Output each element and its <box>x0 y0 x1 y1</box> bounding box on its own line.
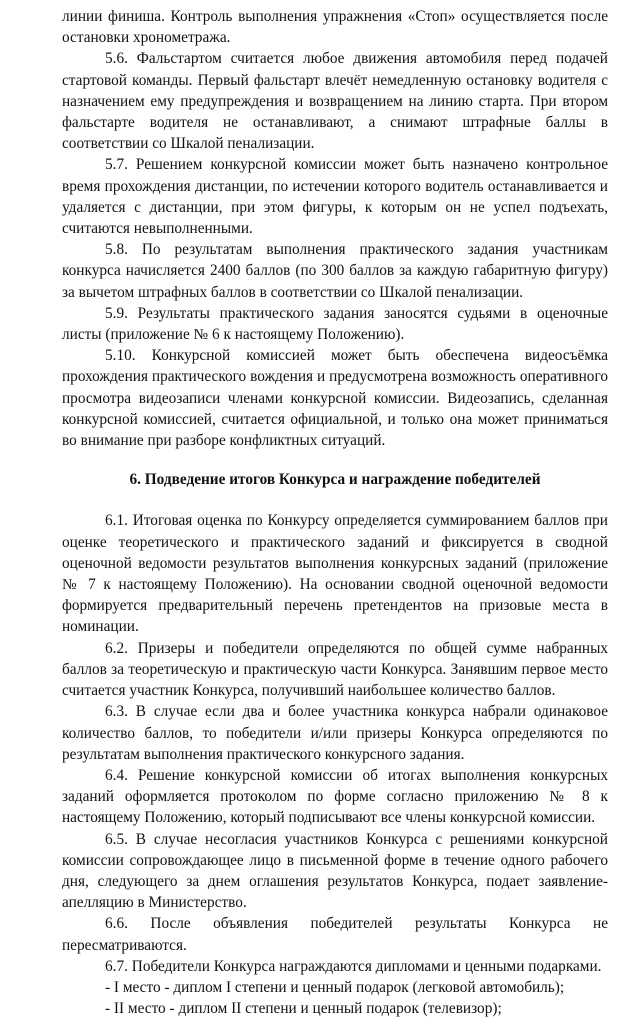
prize-first-place: - I место - диплом I степени и ценный подарок (легковой автомобиль); <box>105 978 565 996</box>
section-6-heading: 6. Подведение итогов Конкурса и награждение победителей <box>129 471 541 489</box>
paragraph-6-6: 6.6. После объявления победителей результаты Конкурса не пересматриваются. <box>62 915 608 954</box>
paragraph-6-4: 6.4. Решение конкурсной комиссии об итогах выполнения конкурсных заданий оформляется протоколом по форме согласно приложению № 8 к настоящему Положению, который подписывают все члены конкурсной комиссии. <box>62 766 608 827</box>
document-page <box>62 6 608 1019</box>
paragraph-5-6: 5.6. Фальстартом считается любое движения автомобиля перед подачей стартовой команды. Первый фальстарт влечёт немедленную остановку водителя с назначением ему предупреждения и возвращением на линию старта. При втором фальстарте водителя не останавливают, а снимают штрафные баллы в соответствии со Шкалой пенализации. <box>62 50 608 153</box>
paragraph-6-3: 6.3. В случае если два и более участника конкурса набрали одинаковое количество баллов, то победители и/или призеры Конкурса определяются по результатам выполнения практического конкурсного задания. <box>62 703 608 763</box>
prize-second-place: - II место - диплом II степени и ценный подарок (телевизор); <box>105 1000 502 1018</box>
paragraph-5-8: 5.8. По результатам выполнения практического задания участникам конкурса начисляется 2400 баллов (по 300 баллов за каждую габаритную фигуру) за вычетом штрафных баллов в соответствии со Шкалой пенализации. <box>62 241 608 301</box>
paragraph-5-9: 5.9. Результаты практического задания заносятся судьями в оценочные листы (приложение № 6 к настоящему Положению). <box>62 304 608 344</box>
paragraph-6-7: 6.7. Победители Конкурса награждаются дипломами и ценными подарками. <box>105 957 602 975</box>
paragraph-6-1: 6.1. Итоговая оценка по Конкурсу определяется суммированием баллов при оценке теоретического и практического заданий и фиксируется в сводной оценочной ведомости результатов выполнения конкурсных заданий (приложение № 7 к настоящему Положению). На основании сводной оценочной ведомости формируется предварительный перечень претендентов на призовые места в номинации. <box>62 512 608 636</box>
paragraph-6-5: 6.5. В случае несогласия участников Конкурса с решениями конкурсной комиссии сопровождающее лицо в письменной форме в течение одного рабочего дня, следующего за днем оглашения результатов Конкурса, подает заявление-апелляцию в Министерство. <box>62 830 608 912</box>
paragraph-5-7: 5.7. Решением конкурсной комиссии может быть назначено контрольное время прохождения дистанции, по истечении которого водитель останавливается и удаляется с дистанции, при этом фигуры, к которым он не успел подъехать, считаются невыполненными. <box>62 156 608 238</box>
paragraph-continuation: линии финиша. Контроль выполнения упражнения «Стоп» осуществляется после остановки хронометража. <box>62 8 608 47</box>
paragraph-6-2: 6.2. Призеры и победители определяются по общей сумме набранных баллов за теоретическую и практическую части Конкурса. Занявшим первое место считается участник Конкурса, получивший наибольшее количество баллов. <box>62 639 608 700</box>
paragraph-5-10: 5.10. Конкурсной комиссией может быть обеспечена видеосъёмка прохождения практического вождения и предусмотрена возможность оперативного просмотра видеозаписи членами конкурсной комиссии. Видеозапись, сделанная конкурсной комиссией, считается официальной, и только она может приниматься во внимание при разборе конфликтных ситуаций. <box>62 347 608 450</box>
